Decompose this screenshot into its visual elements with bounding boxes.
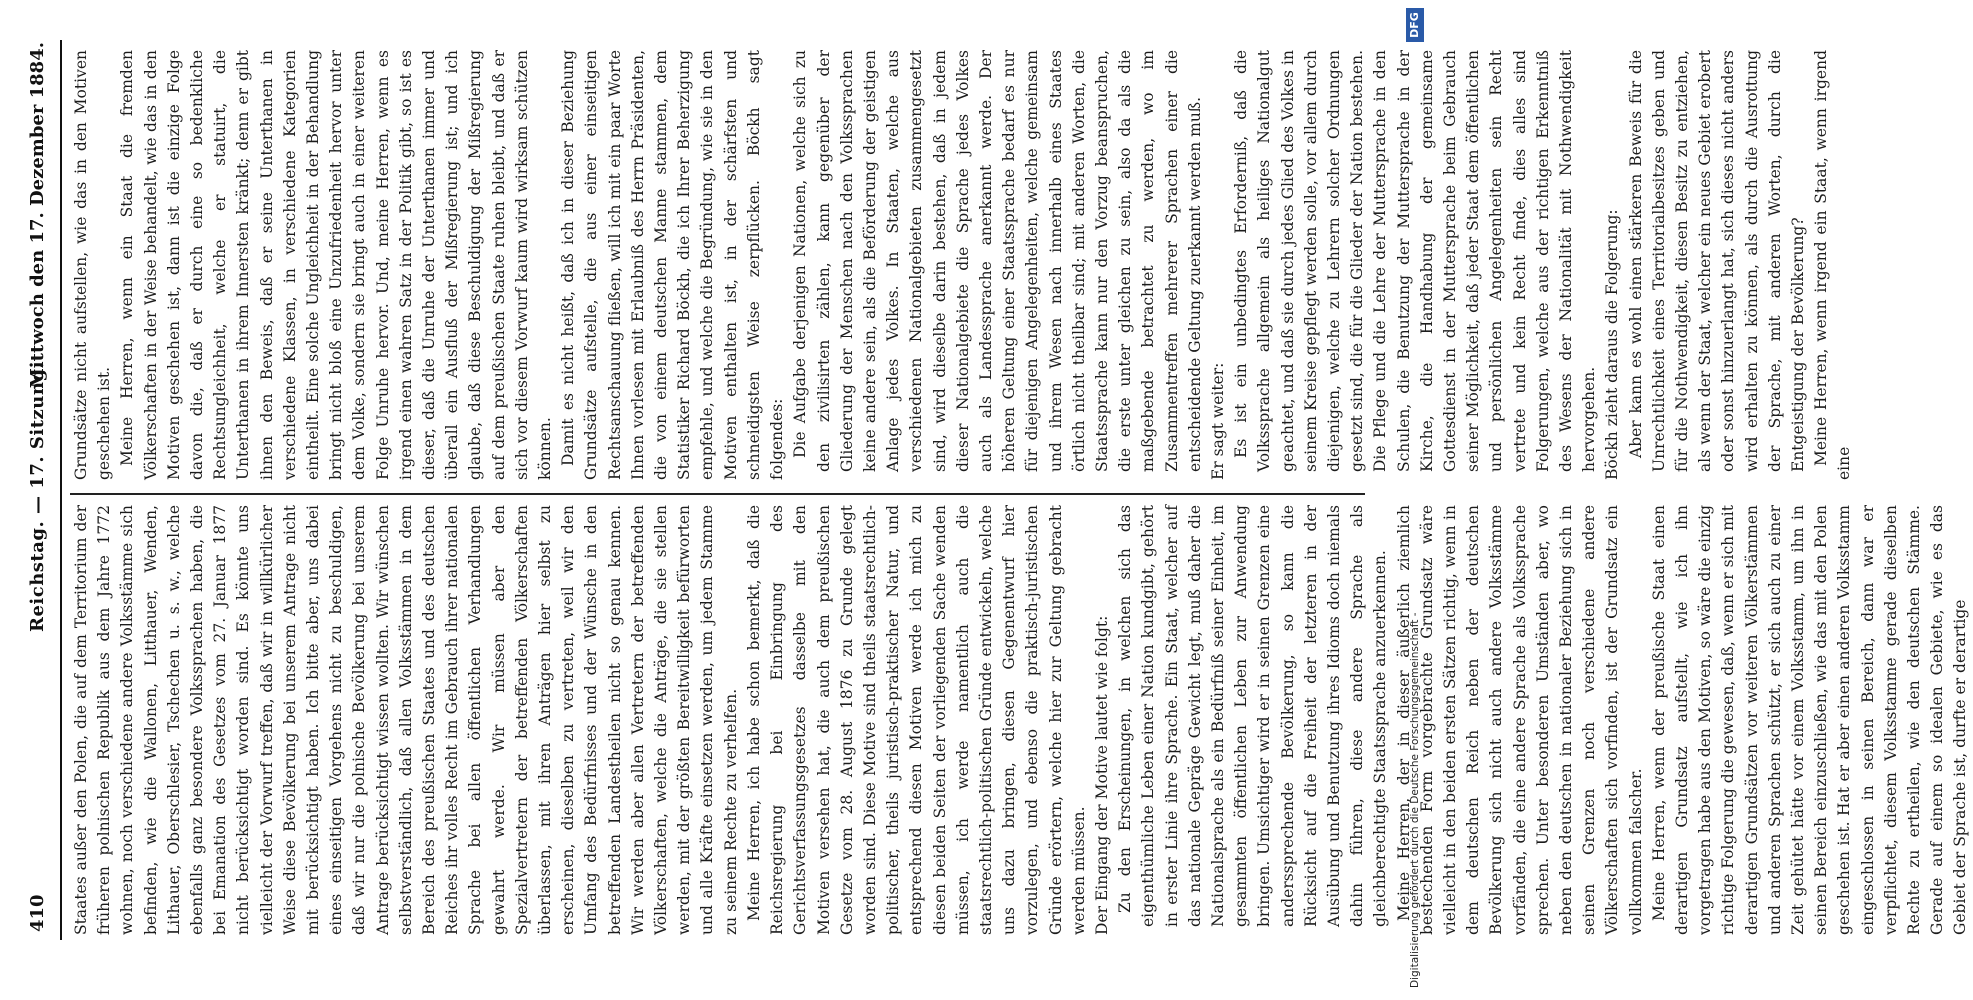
page-header bbox=[18, 42, 58, 932]
paragraph: Grundsätze nicht aufstellen, wie das in den Motiven geschehen ist. bbox=[72, 50, 114, 480]
column-divider bbox=[70, 494, 1365, 496]
page-number: 410 bbox=[27, 894, 48, 932]
quoted-paragraph: Zu den Erscheinungen, in welchen sich das eigenthümliche Leben einer Nation kundgibt, gehört in erster Linie ihre Sprache. Ein Staat, welcher auf das nationale Gepräge Gewicht legt, muß daher die Nationalsprache als ein Bedürfniß seiner Einheit, im gesammten öffentlichen Leben zur Anwendung bringen. Umsichtiger wird er in seinen Grenzen eine anderssprechende Bevölkerung, so kann die Rücksicht auf die Freiheit der letzteren in der Ausübung und Benutzung ihres Idioms doch niemals dahin führen, diese andere Sprache als gleichberechtigte Staatssprache anzuerkennen. bbox=[1116, 505, 1390, 927]
quoted-paragraph: Aber kann es wohl einen stärkeren Beweis für die Unrechtlichkeit eines Territorialbesitzes geben und für die Nothwendigkeit, diesen Besitz zu entziehen, als wenn der Staat, welcher ein neues Gebiet erobert oder sonst hinzuerlangt hat, sich dieses nicht anders wird erhalten zu können, als durch die Ausrottung der Sprache, mit anderen Worten, durch die Entgeistigung der Bevölkerung? bbox=[1626, 50, 1808, 472]
quoted-paragraph: Die Aufgabe derjenigen Nationen, welche sich zu den zivilisirten zählen, kann gegenüber der Gliederung der Menschen nach den Volkssprachen keine andere sein, als die Beförderung der geistigen Anlage jedes Volkes. In Staaten, welche aus verschiedenen Nationalgebieten zusammengesetzt sind, wird dieselbe darin bestehen, daß in jedem dieser Nationalgebiete die Sprache jedes Volkes auch als Landessprache anerkannt werde. Der höheren Geltung einer Staatssprache bedarf es nur für diejenigen Angelegenheiten, welche gemeinsam und ihrem Wesen nach innerhalb eines Staates örtlich nicht theilbar sind; mit anderen Worten, die Staatssprache kann nur den Vorzug beanspruchen, die erste unter gleichen zu sein, also da als die maßgebende betrachtet zu werden, wo im Zusammentreffen mehrerer Sprachen einer die entscheidende Geltung zuerkannt werden muß. bbox=[791, 50, 1204, 472]
dfg-logo-icon: DFG bbox=[1406, 8, 1424, 42]
digitization-stamp bbox=[1402, 8, 1428, 988]
paragraph: Meine Herren, der in dieser äußerlich ziemlich bestechenden Form vorgebrachte Grundsatz wäre vielleicht in den beiden ersten Sätzen richtig, wenn in dem deutschen Reich neben der deutschen Bevölkerung sich nicht auch andere Volksstämme vorfänden, die eine andere Sprache als Volkssprache sprechen. Unter besonderen Umständen aber, wo neben den deutschen in nationaler Beziehung sich in seinen Grenzen noch verschiedene andere Völkerschaften sich vorfinden, ist der Grundsatz ein vollkommen falscher. bbox=[1394, 505, 1645, 935]
session-title: Reichstag. — 17. Sitzung. bbox=[27, 361, 48, 632]
paragraph: Meine Herren, ich habe schon bemerkt, daß die Reichsregierung bei Einbringung des Gerichtsverfassungsgesetzes dasselbe mit den Motiven versehen hat, die auch dem preußischen Gesetze vom 28. August 1876 zu Grunde gelegt worden sind. Diese Motive sind theils staatsrechtlich-politischer, theils juristisch-praktischer Natur, und entsprechend diesen Motiven werde ich mich zu diesen beiden Seiten der vorliegenden Sache wenden müssen, ich werde namentlich auch die staatsrechtlich-politischen Gründe entwickeln, welche uns dazu bringen, diesen Gegenentwurf hier vorzulegen, und ebenso die praktisch-juristischen Gründe erörtern, welche hier zur Geltung gebracht werden müssen. bbox=[744, 505, 1088, 935]
session-date: Mittwoch den 17. Dezember 1884. bbox=[27, 42, 48, 389]
paragraph: Er sagt weiter: bbox=[1208, 362, 1227, 480]
paragraph: Der Eingang der Motive lautet wie folgt: bbox=[1092, 615, 1111, 935]
paragraph: Böckh zieht daraus die Folgerung: bbox=[1603, 209, 1622, 480]
paragraph: Meine Herren, wenn irgend ein Staat, wenn irgend eine bbox=[1812, 50, 1854, 480]
header-rule bbox=[60, 40, 62, 940]
paragraph: Staates außer den Polen, die auf dem Territorium der früheren polnischen Republik aus dem Jahre 1772 wohnen, noch verschiedene andere Volksstämme sich befinden, wie die Wallonen, Litthauer, Wenden, Lithauer, Oberschlesier, Tschechen u. s. w., welche ebenfalls ganz besondere Volkssprachen haben, die bei Emanation des Gesetzes vom 27. Januar 1877 nicht berücksichtigt worden sind. Es könnte uns vielleicht der Vorwurf treffen, daß wir in willkürlicher Weise diese Bevölkerung bei unserem Antrage nicht mit berücksichtigt haben. Ich bitte aber, uns dabei eines einseitigen Vorgehens nicht zu beschuldigen, daß wir nur die polnische Bevölkerung bei unserem Antrage berücksichtigt wissen wollten. Wir wünschen selbstverständlich, daß allen Volksstämmen in dem Bereich des preußischen Staates und des deutschen Reiches ihr volles Recht im Gebrauch ihrer nationalen Sprache bei allen öffentlichen Verhandlungen gewahrt werde. Wir müssen aber den Spezialvertretern der betreffenden Völkerschaften überlassen, mit ihren Anträgen hier selbst zu erscheinen, dieselben zu vertreten, weil wir den Umfang des Bedürfnisses und der Wünsche in den betreffenden Landestheilen nicht so genau kennen. Wir werden aber allen Vertretern der betreffenden Völkerschaften, welche die Anträge, die sie stellen werden, mit der größten Bereitwilligkeit befürworten und alle Kräfte einsetzen werden, um jedem Stamme zu seinem Rechte zu verhelfen. bbox=[72, 505, 740, 935]
right-column bbox=[70, 50, 1854, 480]
quoted-paragraph: Es ist ein unbedingtes Erforderniß, daß die Volkssprache allgemein als heiliges Nationalgut geachtet, und daß sie durch jedes Glied des Volkes in seinem Kreise gepflegt werden solle, vor allem durch diejenigen, welche zu Lehrern solcher Ordnungen gesetzt sind, die für die Glieder der Nation bestehen. Die Pflege und die Lehre der Muttersprache in den Schulen, die Benutzung der Muttersprache in der Kirche, die Handhabung der gemeinsame Gottesdienst in der Muttersprache beim Gebrauch seiner Möglichkeit, daß jeder Staat dem öffentlichen und persönlichen Angelegenheiten sein Recht vertrete und kein Recht finde, dies alles sind Folgerungen, welche aus der richtigen Erkenntniß des Wesens der Nationalität mit Nothwendigkeit hervorgehen. bbox=[1232, 50, 1599, 472]
paragraph: Meine Herren, wenn der preußische Staat einen derartigen Grundsatz aufstellt, wie ich ihn vorgetragen habe aus den Motiven, so wäre die einzig richtige Folgerung die gewesen, daß, wenn er sich mit derartigen Grundsätzen vor weiteren Völkerstämmen und anderen Sprachen schützt, er sich auch zu einer Zeit gehütet hätte vor einem Volksstamm, um ihn in seinen Bereich einzuschließen, wie das mit den Polen geschehen ist. Hat er aber einen anderen Volksstamm eingeschlossen in seinen Bereich, dann war er verpflichtet, diesem Volksstamme gerade dieselben Rechte zu ertheilen, wie den deutschen Stämme. Gerade auf einem so idealen Gebiete, wie es das Gebiet der Sprache ist, durfte er derartige bbox=[1649, 505, 1970, 935]
paragraph: Damit es nicht heißt, daß ich in dieser Beziehung Grundsätze aufstelle, die aus einer einseitigen Rechtsanschauung fließen, will ich mit ein paar Worte Ihnen vorlesen mit Erlaubniß des Herrn Präsidenten, die von einem deutschen Manne stammen, dem Statistiker Richard Böckh, die ich Ihrer Beherzigung empfehle, und welche die Begründung, wie sie in den Motiven enthalten ist, in der schärfsten und schneidigsten Weise zerpflücken. Böckh sagt folgendes: bbox=[559, 50, 787, 480]
stamp-label: Digitalisierung gefördert durch die Deutsche Forschungsgemeinschaft - bbox=[1409, 612, 1421, 988]
paragraph: Meine Herren, wenn ein Staat die fremden Völkerschaften in der Weise behandelt, wie das in den Motiven geschehen ist, dann ist die einzige Folge davon die, daß er durch eine so bedenkliche Rechtsungleichheit, welche er statuirt, die Unterthanen in ihrem Innersten kränkt; denn er gibt ihnen den Beweis, daß er seine Unterthanen in verschiedene Klassen, in verschiedene Kategorien eintheilt. Eine solche Ungleichheit in der Behandlung bringt nicht bloß eine Unzufriedenheit hervor unter dem Volke, sondern sie bringt auch in einer weiteren Folge Unruhe hervor. Und, meine Herren, wenn es irgend einen wahren Satz in der Politik gibt, so ist es dieser, daß die Unruhe der Unterthanen immer und überall ein Ausfluß der Mißregierung ist; und ich glaube, daß diese Beschuldigung der Mißregierung auf dem preußischen Staate ruhen bleibt, und daß er sich vor diesem Vorwurf kaum wird wirksam schützen können. bbox=[118, 50, 555, 480]
